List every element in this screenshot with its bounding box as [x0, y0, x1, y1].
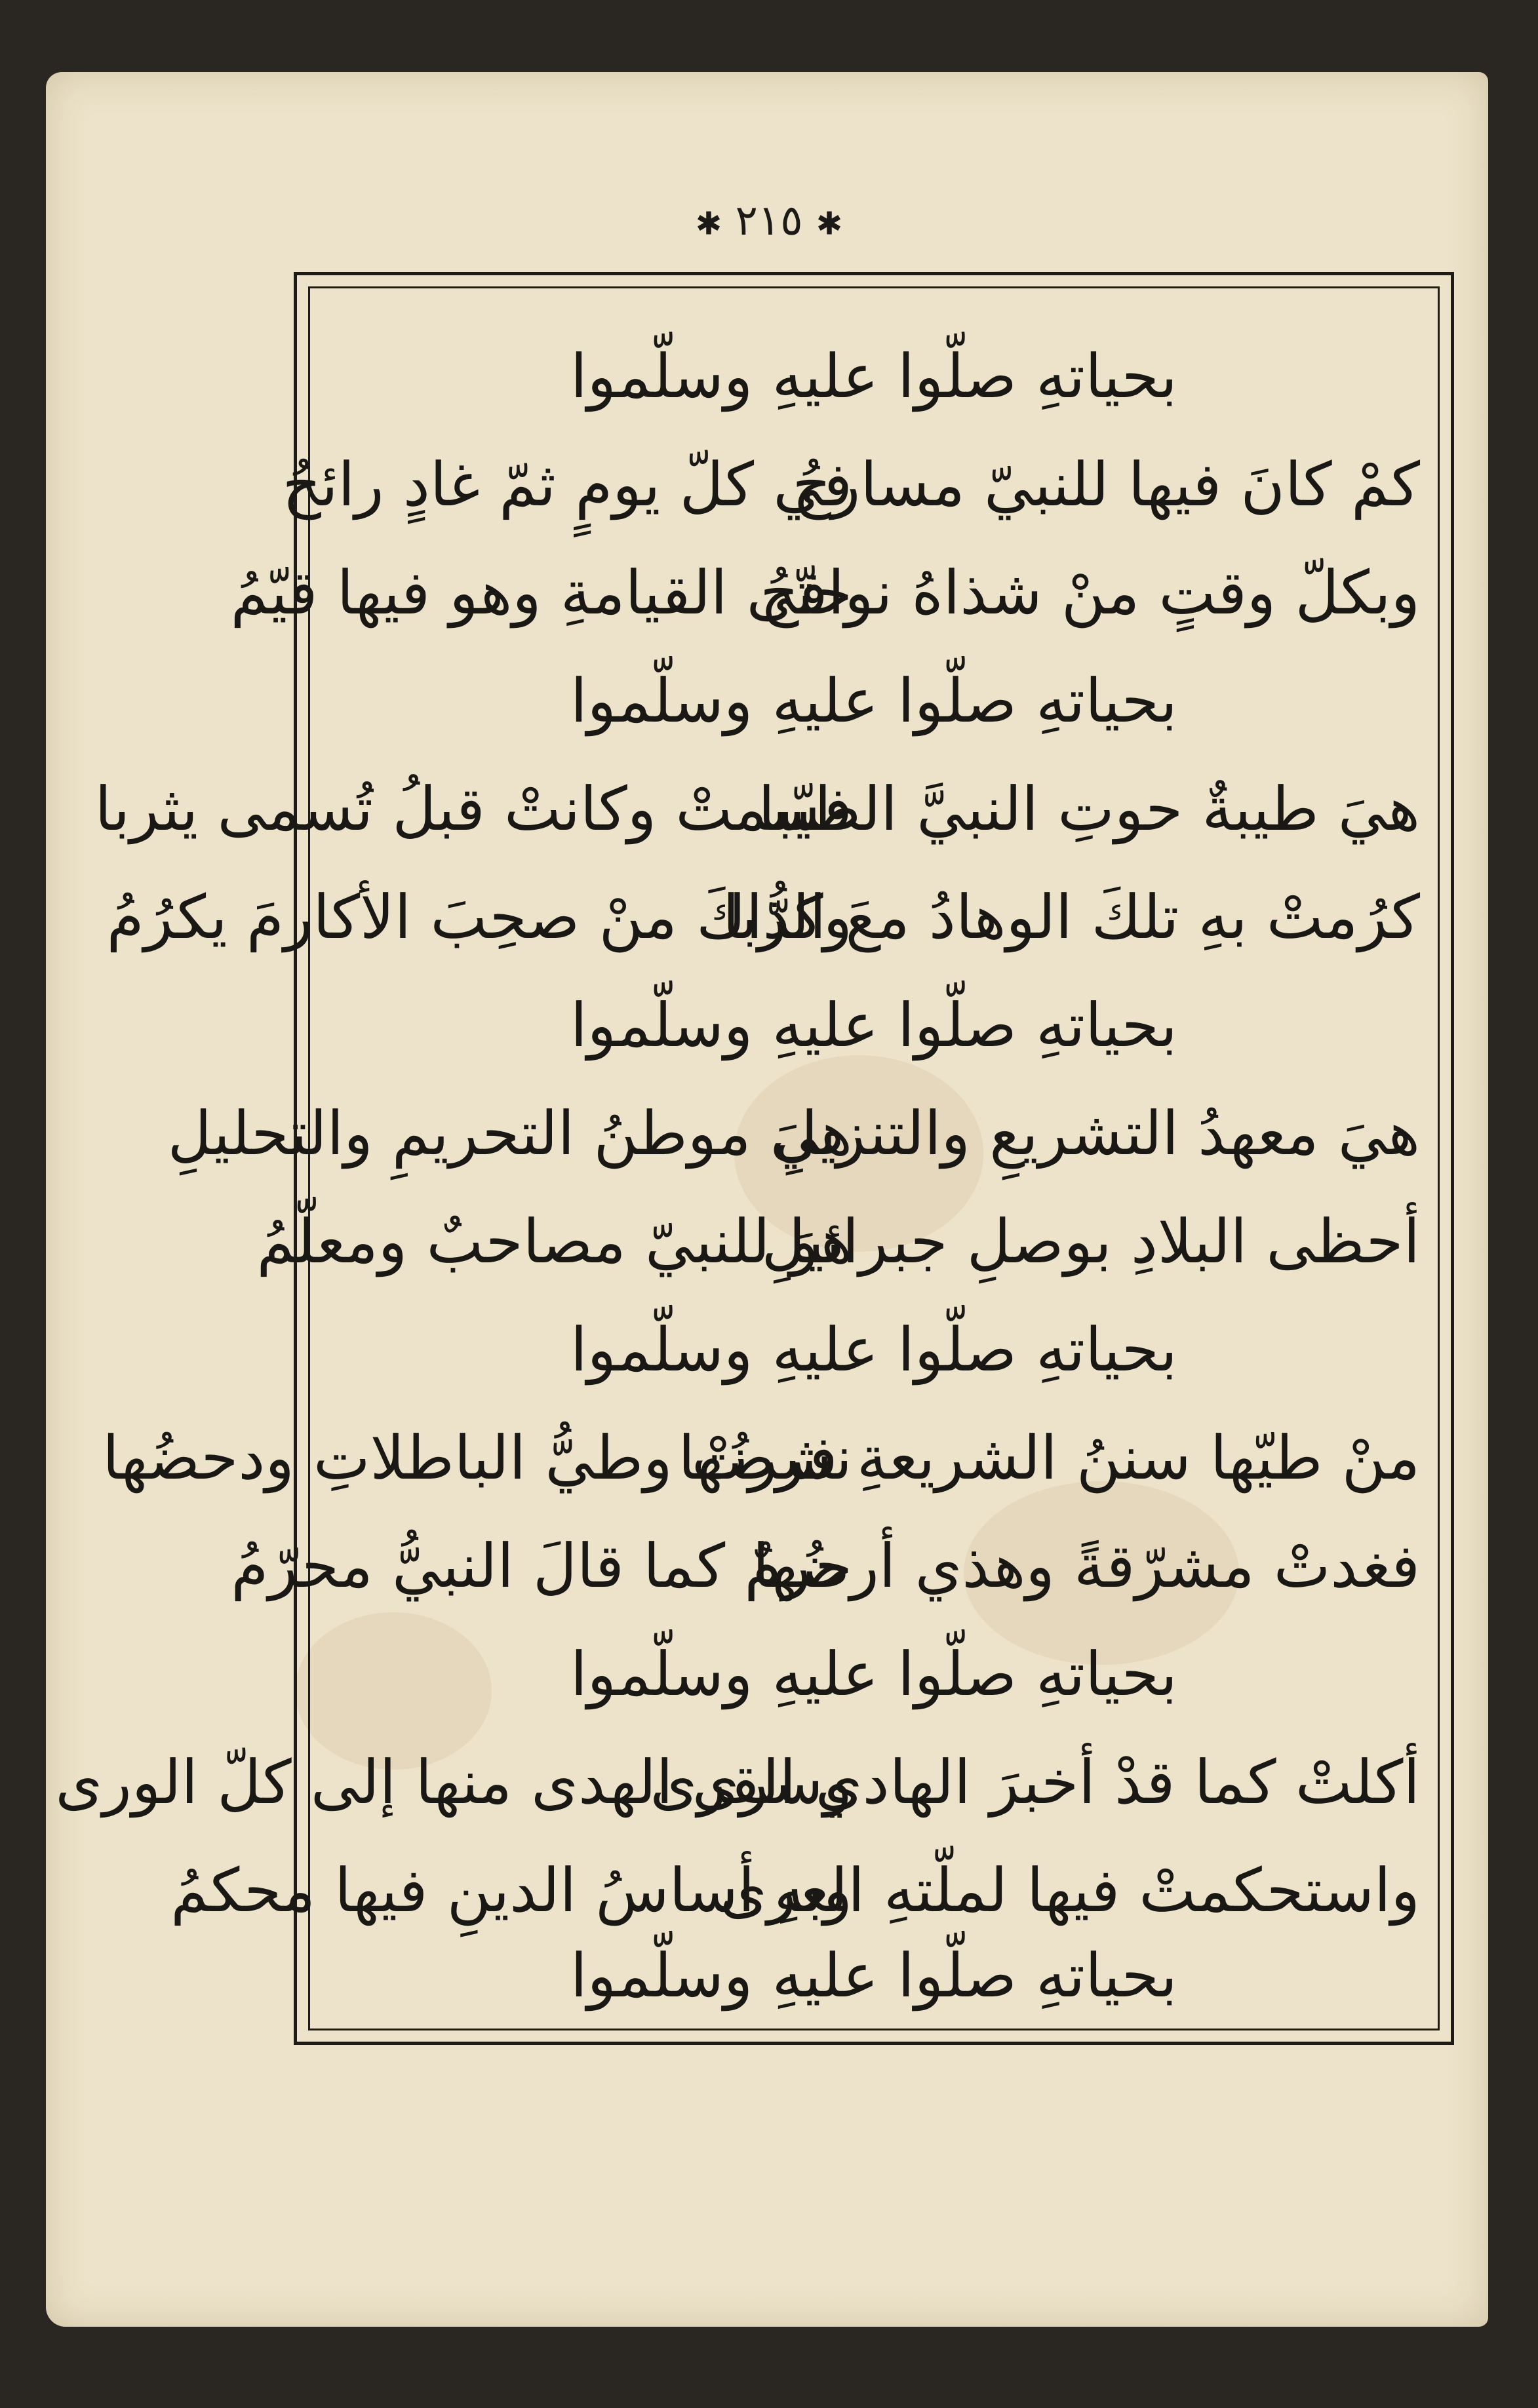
refrain-text: بحياتهِ صلّوا عليهِ وسلّموا	[570, 990, 1177, 1060]
refrain-text: بحياتهِ صلّوا عليهِ وسلّموا	[570, 1941, 1177, 2011]
poem	[55, 328, 1420, 2019]
verse-first-hemistich: أحظى البلادِ بوصلِ جبرائيلِ	[761, 1207, 1420, 1277]
verse-line	[231, 1517, 1420, 1616]
refrain-line	[328, 328, 1420, 426]
verse-first-hemistich: منْ طيّها سننُ الشريعةِ فرضُها	[678, 1423, 1420, 1493]
verse-line	[282, 436, 1420, 534]
verse-second-hemistich: في كلّ يومٍ ثمّ غادٍ رائحُ	[282, 450, 852, 520]
verse-second-hemistich: هوَ للنبيّ مصاحبٌ ومعلّمُ	[256, 1207, 852, 1277]
verse-first-hemistich: كمْ كانَ فيها للنبيّ مسارحُ	[792, 450, 1420, 520]
verse-second-hemistich: وسرى الهدى منها إلى كلّ الورى	[55, 1747, 852, 1817]
refrain-text: بحياتهِ صلّوا عليهِ وسلّموا	[570, 341, 1177, 412]
verse-second-hemistich: وكذاكَ منْ صحِبَ الأكارمَ يكرُمُ	[106, 882, 852, 952]
verse-first-hemistich: وبكلّ وقتٍ منْ شذاهُ نوافحُ	[760, 558, 1420, 628]
verse-first-hemistich: فغدتْ مشرّقةً وهذي أرضُها	[752, 1531, 1420, 1601]
verse-line	[230, 544, 1420, 642]
verse-first-hemistich: أكلتْ كما قدْ أخبرَ الهادي القرى	[650, 1747, 1420, 1817]
verse-second-hemistich: هيَ موطنُ التحريمِ والتحليلِ	[167, 1098, 852, 1169]
refrain-line	[328, 652, 1420, 750]
verse-second-hemistich: حرمٌ كما قالَ النبيُّ محرّمُ	[231, 1531, 852, 1601]
verse-second-hemistich: وبهِ أساسُ الدينِ فيها محكمُ	[170, 1855, 852, 1926]
verse-second-hemistich: نشرتْ وطيُّ الباطلاتِ ودحضُها	[102, 1423, 852, 1493]
refrain-line	[328, 1301, 1420, 1399]
page-number-text: ٢١٥	[735, 197, 803, 245]
verse-line	[256, 1193, 1420, 1291]
verse-second-hemistich: فسمتْ وكانتْ قبلُ تُسمى يثربا	[94, 774, 852, 844]
verse-line	[170, 1842, 1420, 1940]
verse-line	[167, 1085, 1420, 1183]
verse-second-hemistich: حتّى القيامةِ وهو فيها قيّمُ	[230, 558, 852, 628]
verse-first-hemistich: كرُمتْ بهِ تلكَ الوهادُ معَ الرُّبا	[722, 882, 1420, 952]
refrain-text: بحياتهِ صلّوا عليهِ وسلّموا	[570, 1639, 1177, 1709]
verse-first-hemistich: هيَ طيبةٌ حوتِ النبيَّ الطيّبا	[758, 774, 1420, 844]
refrain-line	[328, 977, 1420, 1075]
verse-line	[106, 868, 1420, 967]
refrain-text: بحياتهِ صلّوا عليهِ وسلّموا	[570, 666, 1177, 736]
refrain-text: بحياتهِ صلّوا عليهِ وسلّموا	[570, 1315, 1177, 1385]
verse-line	[102, 1409, 1420, 1507]
verse-first-hemistich: هيَ معهدُ التشريعِ والتنزيلِ	[774, 1098, 1420, 1169]
verse-line	[55, 1734, 1420, 1832]
ornament-star-icon: ✱	[816, 205, 843, 243]
refrain-line	[328, 1927, 1420, 2025]
ornament-star-icon: ✱	[695, 205, 722, 243]
page-number	[696, 197, 842, 245]
verse-line	[94, 760, 1420, 859]
refrain-line	[328, 1625, 1420, 1724]
verse-first-hemistich: واستحكمتْ فيها لملّتهِ العرى	[720, 1855, 1420, 1926]
